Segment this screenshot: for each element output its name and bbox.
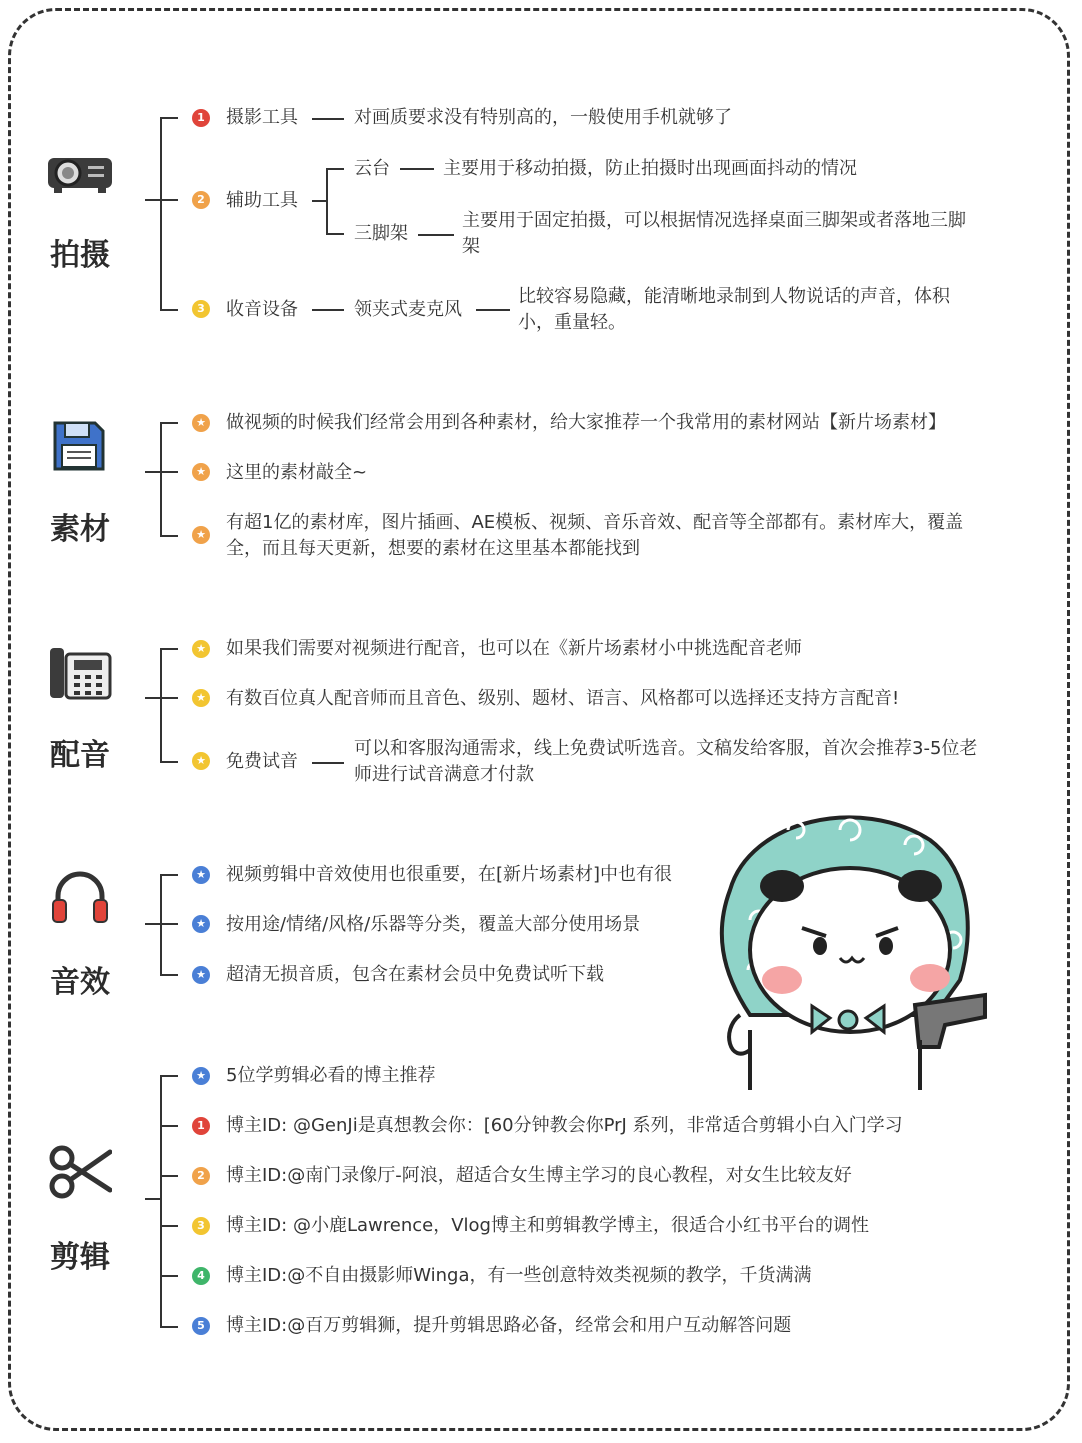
list-item: 博主ID:@南门录像厅-阿浪，超适合女生博主学习的良心教程，对女生比较友好 (226, 1165, 852, 1186)
list-item: 如果我们需要对视频进行配音，也可以在《新片场素材小中挑选配音老师 (226, 638, 802, 659)
item-label: 辅助工具 (226, 190, 298, 211)
scissors-icon (48, 1144, 112, 1200)
list-item: 按用途/情绪/风格/乐器等分类，覆盖大部分使用场景 (226, 914, 641, 935)
badge-4: 4 (192, 1267, 210, 1285)
list-item: 博主ID:@百万剪辑狮，提升剪辑思路必备，经常会和用户互动解答问题 (226, 1315, 792, 1336)
list-item: 这里的素材敲全~ (226, 462, 368, 483)
projector-icon (46, 152, 114, 196)
list-item: 5位学剪辑必看的博主推荐 (226, 1065, 436, 1086)
star-badge: ★ (192, 414, 210, 432)
sub-label: 三脚架 (354, 223, 408, 244)
save-disk-icon (52, 420, 106, 472)
badge-2: 2 (192, 1167, 210, 1185)
list-item: 视频剪辑中音效使用也很重要，在[新片场素材]中也有很 (226, 864, 673, 885)
headphones-icon (50, 870, 110, 924)
bracket-connector (145, 199, 161, 201)
star-badge: ★ (192, 463, 210, 481)
star-badge: ★ (192, 752, 210, 770)
star-badge: ★ (192, 689, 210, 707)
sub-desc: 主要用于移动拍摄，防止拍摄时出现画面抖动的情况 (443, 158, 857, 179)
item-label: 摄影工具 (226, 107, 298, 128)
item-desc: 比较容易隐藏，能清晰地录制到人物说话的声音，体积小，重量轻。 (518, 286, 950, 333)
sub-label: 领夹式麦克风 (354, 299, 462, 320)
list-item: 做视频的时候我们经常会用到各种素材，给大家推荐一个我常用的素材网站【新片场素材】 (226, 412, 946, 433)
telephone-icon (48, 644, 112, 700)
category-title-sound: 音效 (50, 965, 110, 1000)
category-title-edit: 剪辑 (50, 1240, 110, 1275)
list-item: 博主ID: @小鹿Lawrence，Vlog博主和剪辑教学博主，很适合小红书平台的调性 (226, 1215, 869, 1236)
sub-label: 云台 (354, 158, 390, 179)
item-label: 免费试音 (226, 751, 298, 772)
badge-5: 5 (192, 1317, 210, 1335)
item-desc: 可以和客服沟通需求，线上免费试听选音。文稿发给客服，首次会推荐3-5位老师进行试音满意才付款 (354, 738, 978, 785)
star-badge: ★ (192, 526, 210, 544)
bracket-vertical (160, 117, 162, 311)
badge-3: 3 (192, 1217, 210, 1235)
badge-2: 2 (192, 191, 210, 209)
list-item: 有超1亿的素材库，图片插画、AE模板、视频、音乐音效、配音等全部都有。素材库大，覆盖全，而且每天更新，想要的素材在这里基本都能找到 (226, 512, 964, 559)
list-item: 超清无损音质，包含在素材会员中免费试听下载 (226, 964, 604, 985)
item-label: 收音设备 (226, 299, 298, 320)
list-item: 博主ID: @GenJi是真想教会你：[60分钟教会你PrJ 系列，非常适合剪辑小白入门学习 (226, 1115, 903, 1136)
list-item: 博主ID:@不自由摄影师Winga，有一些创意特效类视频的教学，千货满满 (226, 1265, 812, 1286)
category-title-shoot: 拍摄 (50, 238, 110, 273)
star-badge: ★ (192, 966, 210, 984)
category-title-material: 素材 (50, 512, 110, 547)
star-badge: ★ (192, 915, 210, 933)
sub-desc: 主要用于固定拍摄，可以根据情况选择桌面三脚架或者落地三脚架 (462, 210, 966, 257)
category-title-dubbing: 配音 (50, 738, 110, 773)
item-desc: 对画质要求没有特别高的，一般使用手机就够了 (354, 107, 732, 128)
badge-3: 3 (192, 300, 210, 318)
star-badge: ★ (192, 866, 210, 884)
panda-sticker-illustration (690, 800, 1000, 1100)
star-badge: ★ (192, 1067, 210, 1085)
badge-1: 1 (192, 109, 210, 127)
list-item: 有数百位真人配音师而且音色、级别、题材、语言、风格都可以选择还支持方言配音! (226, 688, 900, 709)
badge-1: 1 (192, 1117, 210, 1135)
star-badge: ★ (192, 640, 210, 658)
